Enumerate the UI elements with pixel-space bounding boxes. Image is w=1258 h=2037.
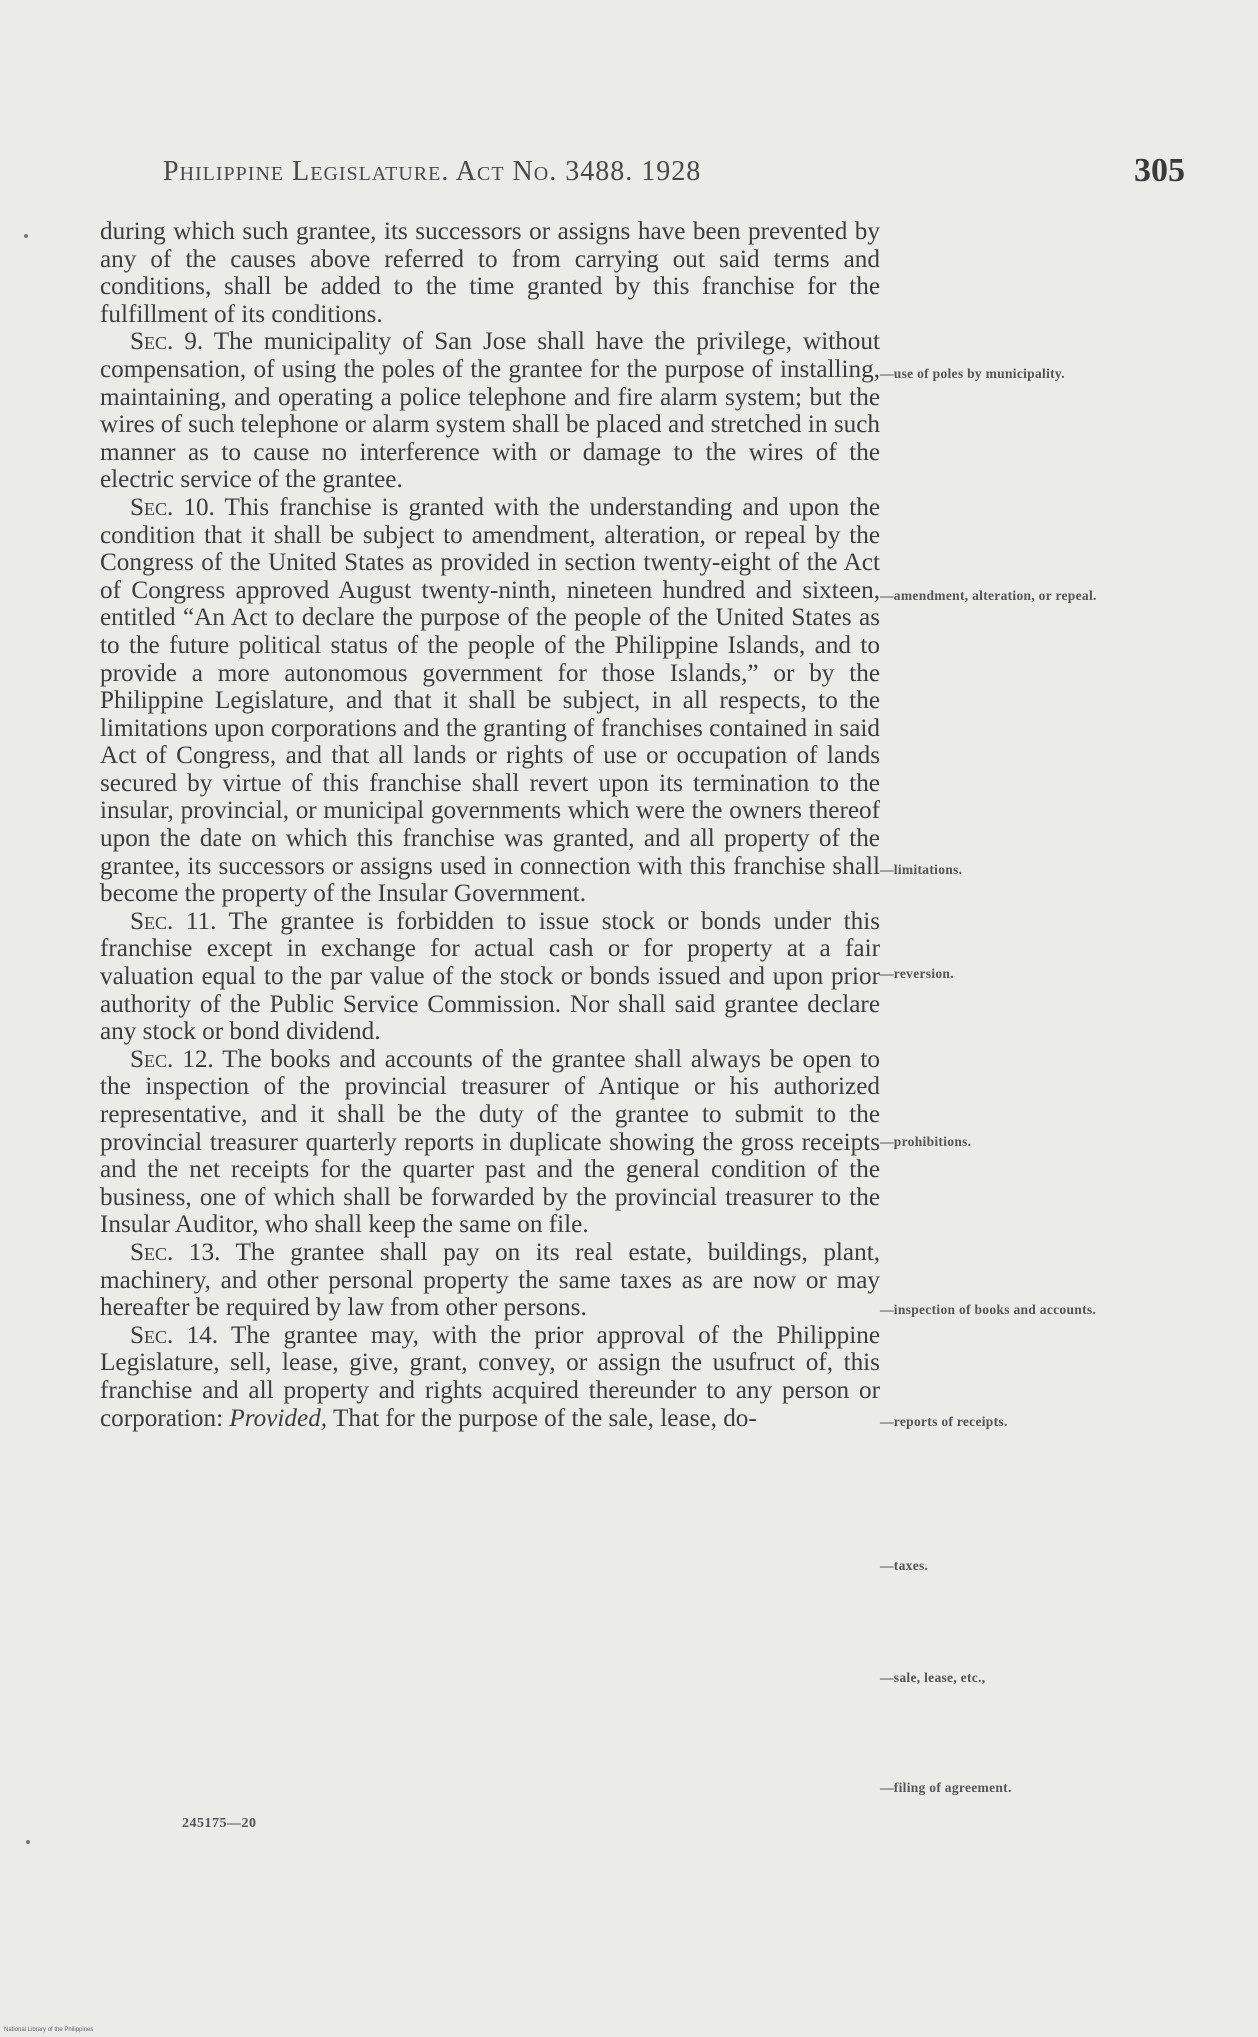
scan-speck: [24, 234, 28, 238]
section-text: That for the purpose of the sale, lease, do-: [332, 1404, 757, 1432]
section-label: Sec. 14.: [130, 1321, 219, 1349]
sidenote-prohibitions: —prohibitions.: [880, 1134, 972, 1149]
paragraph-continuation: [100, 218, 880, 328]
section-13: [100, 1239, 880, 1322]
page-number: 305: [1134, 152, 1185, 189]
section-label: Sec. 13.: [130, 1238, 221, 1266]
sidenote-sale-lease: —sale, lease, etc.,: [880, 1670, 986, 1685]
sidenote-reports: —reports of receipts.: [880, 1414, 1008, 1429]
section-label: Sec. 12.: [130, 1045, 214, 1073]
scan-credit: National Library of the Philippines: [4, 2027, 94, 2033]
section-text: The grantee shall pay on its real estate, buildings, plant, machinery, and other personal property the same taxes as are now or may hereafter be required by law from other persons.: [100, 1238, 880, 1322]
section-10: [100, 494, 880, 908]
sidenote-limitations: —limitations.: [880, 862, 963, 877]
page-header: [155, 152, 1185, 192]
provided-italic: Provided,: [229, 1404, 328, 1432]
section-text: The grantee may, with the prior approval of the Philippine Legislature, sell, lease, give, grant, convey, or assign the usufruct of, this franchise and all property and rights acquired thereunder to any person or corporation:: [100, 1321, 881, 1432]
section-text: The grantee is forbidden to issue stock or bonds under this franchise except in exchange for actual cash or for property at a fair valuation equal to the par value of the stock or bonds issued and upon prior authority of the Public Service Commission. Nor shall said grantee declare any stock or bond dividend.: [100, 907, 880, 1046]
sidenote-reversion: —reversion.: [880, 966, 954, 981]
running-head: Philippine Legislature. Act No. 3488. 1928: [163, 156, 702, 187]
body-text: [100, 218, 880, 1432]
scan-speck: [26, 1840, 30, 1844]
section-12: [100, 1046, 880, 1239]
section-9: [100, 328, 880, 494]
section-text: The municipality of San Jose shall have the privilege, without compensation, of using the poles of the grantee for the purpose of installing, maintaining, and operating a police telephone and fire alarm system; but the wires of such telephone or alarm system shall be placed and stretched in such manner as to cause no interference with or damage to the wires of the electric service of the grantee.: [100, 328, 880, 494]
sidenote-use-of-poles: —use of poles by municipality.: [880, 366, 1065, 381]
section-text: This franchise is granted with the understanding and upon the condition that it shall be subject to amendment, alteration, or repeal by the Congress of the United States as provided in section twenty-eight of the Act of Congress approved August twenty-ninth, nineteen hundred and sixteen, entitled “An Act to declare the purpose of the people of the United States as to the future political status of the people of the Philippine Islands, and to provide a more autonomous government for those Islands,” or by the Philippine Legislature, and that it shall be subject, in all respects, to the limitations upon corporations and the granting of franchises contained in said Act of Congress, and that all lands or rights of use or occupation of lands secured by virtue of this franchise shall revert upon its termination to the insular, provincial, or municipal governments which were the owners thereof upon the date on which this franchise was granted, and all property of the grantee, its successors or assigns used in connection with this franchise shall become the property of the Insular Government.: [100, 493, 881, 908]
sidenote-taxes: —taxes.: [880, 1558, 929, 1573]
sidenote-filing: —filing of agreement.: [880, 1780, 1012, 1795]
sidenote-inspection: —inspection of books and accounts.: [880, 1302, 1097, 1317]
section-11: [100, 908, 880, 1046]
paragraph-text: during which such grantee, its successors or assigns have been prevented by any of the causes above referred to from carrying out said terms and conditions, shall be added to the time granted by this franchise for the fulfillment of its conditions.: [100, 218, 880, 328]
sidenote-amendment: —amendment, alteration, or repeal.: [880, 588, 1097, 603]
printer-signature-mark: 245175—20: [182, 1816, 257, 1831]
section-label: Sec. 11.: [130, 907, 217, 935]
section-14: [100, 1322, 880, 1432]
section-text: The books and accounts of the grantee shall always be open to the inspection of the provincial treasurer of Antique or his authorized representative, and it shall be the duty of the grantee to submit to the provincial treasurer quarterly reports in duplicate showing the gross receipts and the net receipts for the quarter past and the general condition of the business, one of which shall be forwarded by the provincial treasurer to the Insular Auditor, who shall keep the same on file.: [100, 1045, 881, 1239]
section-label: Sec. 9.: [130, 328, 204, 356]
section-label: Sec. 10.: [130, 493, 215, 521]
